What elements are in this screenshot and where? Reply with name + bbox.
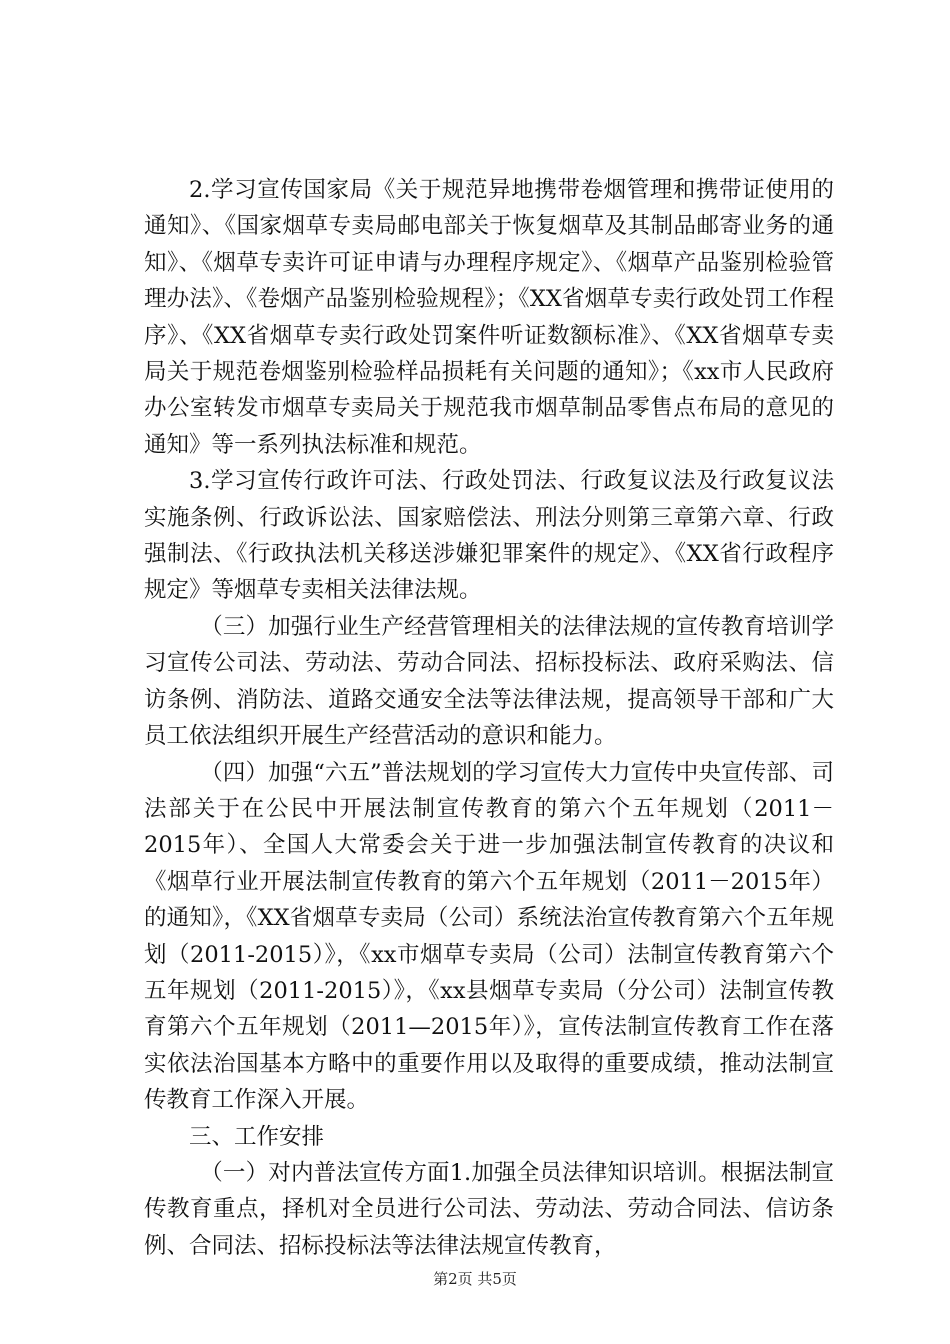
paragraph-item-2-publicity: 2.学习宣传国家局《关于规范异地携带卷烟管理和携带证使用的通知》、《国家烟草专卖局邮电部关于恢复烟草及其制品邮寄业务的通知》、《烟草专卖许可证申请与办理程序规定》、《烟草产品鉴别检验管理办法》、《卷烟产品鉴别检验规程》；《XX省烟草专卖行政处罚工作程序》、《XX省烟草专卖行政处罚案件听证数额标准》、《XX省烟草专卖局关于规范卷烟鉴别检验样品损耗有关问题的通知》；《xx市人民政府办公室转发市烟草专卖局关于规范我市烟草制品零售点布局的意见的通知》等一系列执法标准和规范。 xyxy=(144,177,834,458)
page-number-label: 第2页 共5页 xyxy=(433,1270,517,1288)
paragraph-internal-publicity: （一）对内普法宣传方面1.加强全员法律知识培训。根据法制宣传教育重点，择机对全员进行公司法、劳动法、劳动合同法、信访条例、合同法、招标投标法等法律法规宣传教育， xyxy=(144,1159,834,1259)
paragraph-section-3-management: （三）加强行业生产经营管理相关的法律法规的宣传教育培训学习宣传公司法、劳动法、劳动合同法、招标投标法、政府采购法、信访条例、消防法、道路交通安全法等法律法规，提高领导干部和广大员工依法组织开展生产经营活动的意识和能力。 xyxy=(144,613,834,750)
section-heading-work-arrangement: 三、工作安排 xyxy=(189,1123,325,1150)
paragraph-item-3-laws: 3.学习宣传行政许可法、行政处罚法、行政复议法及行政复议法实施条例、行政诉讼法、国家赔偿法、刑法分则第三章第六章、行政强制法、《行政执法机关移送涉嫌犯罪案件的规定》、《XX省行政程序规定》等烟草专卖相关法律法规。 xyxy=(144,468,834,604)
document-body xyxy=(144,172,834,1264)
paragraph-section-4-six-five: （四）加强“六五”普法规划的学习宣传大力宣传中央宣传部、司法部关于在公民中开展法制宣传教育的第六个五年规划（2011－2015年）、全国人大常委会关于进一步加强法制宣传教育的决议和《烟草行业开展法制宣传教育的第六个五年规划（2011－2015年）的通知》，《XX省烟草专卖局（公司）系统法治宣传教育第六个五年规划（2011-2015）》，《xx市烟草专卖局（公司）法制宣传教育第六个五年规划（2011-2015）》，《xx县烟草专卖局（分公司）法制宣传教育第六个五年规划（2011—2015年）》，宣传法制宣传教育工作在落实依法治国基本方略中的重要作用以及取得的重要成绩，推动法制宣传教育工作深入开展。 xyxy=(144,759,834,1114)
page-footer xyxy=(0,1268,950,1289)
